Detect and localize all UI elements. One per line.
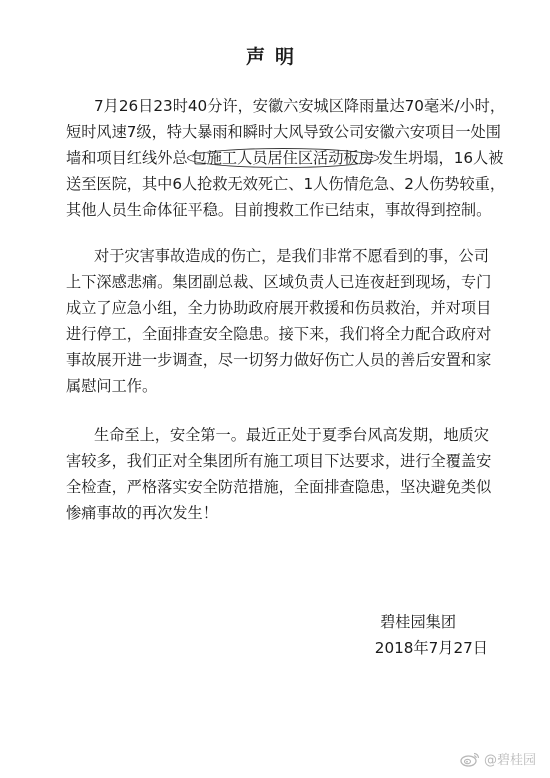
paragraph-line: 事故展开进一步调查，尽一切努力做好伤亡人员的善后安置和家 (66, 351, 492, 369)
paragraph-3 (66, 422, 506, 526)
weibo-icon (460, 751, 480, 767)
paragraph-2 (66, 243, 506, 399)
paragraph-line: 惨痛事故的再次发生！ (66, 504, 218, 522)
paragraph-line: 对于灾害事故造成的伤亡，是我们非常不愿看到的事，公司 (94, 247, 489, 265)
document-title: 声明 (245, 46, 304, 68)
paragraph-1 (66, 93, 506, 223)
paragraph-line: 全检查，严格落实安全防范措施，全面排查隐患，坚决避免类似 (66, 478, 492, 496)
line-text-before-circle: 墙和项目红线外总 (66, 149, 188, 167)
paragraph-line: 其他人员生命体征平稳。目前搜救工作已结束，事故得到控制。 (66, 201, 492, 219)
paragraph-line: 属慰问工作。 (66, 377, 158, 395)
circled-text: 包施工人员居住区活动板房 (187, 148, 379, 168)
signature-organization: 碧桂园集团 (380, 613, 456, 631)
paragraph-line (66, 145, 506, 171)
paragraph-line: 7月26日23时40分许，安徽六安城区降雨量达70毫米/小时， (94, 97, 506, 115)
paragraph-line: 进行停工，全面排查安全隐患。接下来，我们将全力配合政府对 (66, 325, 492, 343)
paragraph-line: 送至医院，其中6人抢救无效死亡、1人伤情危急、2人伤势较重， (66, 175, 506, 193)
weibo-watermark (460, 749, 536, 768)
signature-date: 2018年7月27日 (374, 639, 488, 657)
paragraph-line: 成立了应急小组，全力协助政府展开救援和伤员救治，并对项目 (66, 299, 492, 317)
line-text-after-circle: 发生坍塌，16人被 (377, 149, 504, 167)
paragraph-line: 上下深感悲痛。集团副总裁、区域负责人已连夜赶到现场，专门 (66, 273, 492, 291)
paragraph-line: 短时风速7级，特大暴雨和瞬时大风导致公司安徽六安项目一处围 (66, 123, 501, 141)
paragraph-line: 生命至上，安全第一。最近正处于夏季台风高发期，地质灾 (94, 426, 489, 444)
paragraph-line: 害较多，我们正对全集团所有施工项目下达要求，进行全覆盖安 (66, 452, 492, 470)
watermark-text: @碧桂园 (483, 753, 536, 768)
